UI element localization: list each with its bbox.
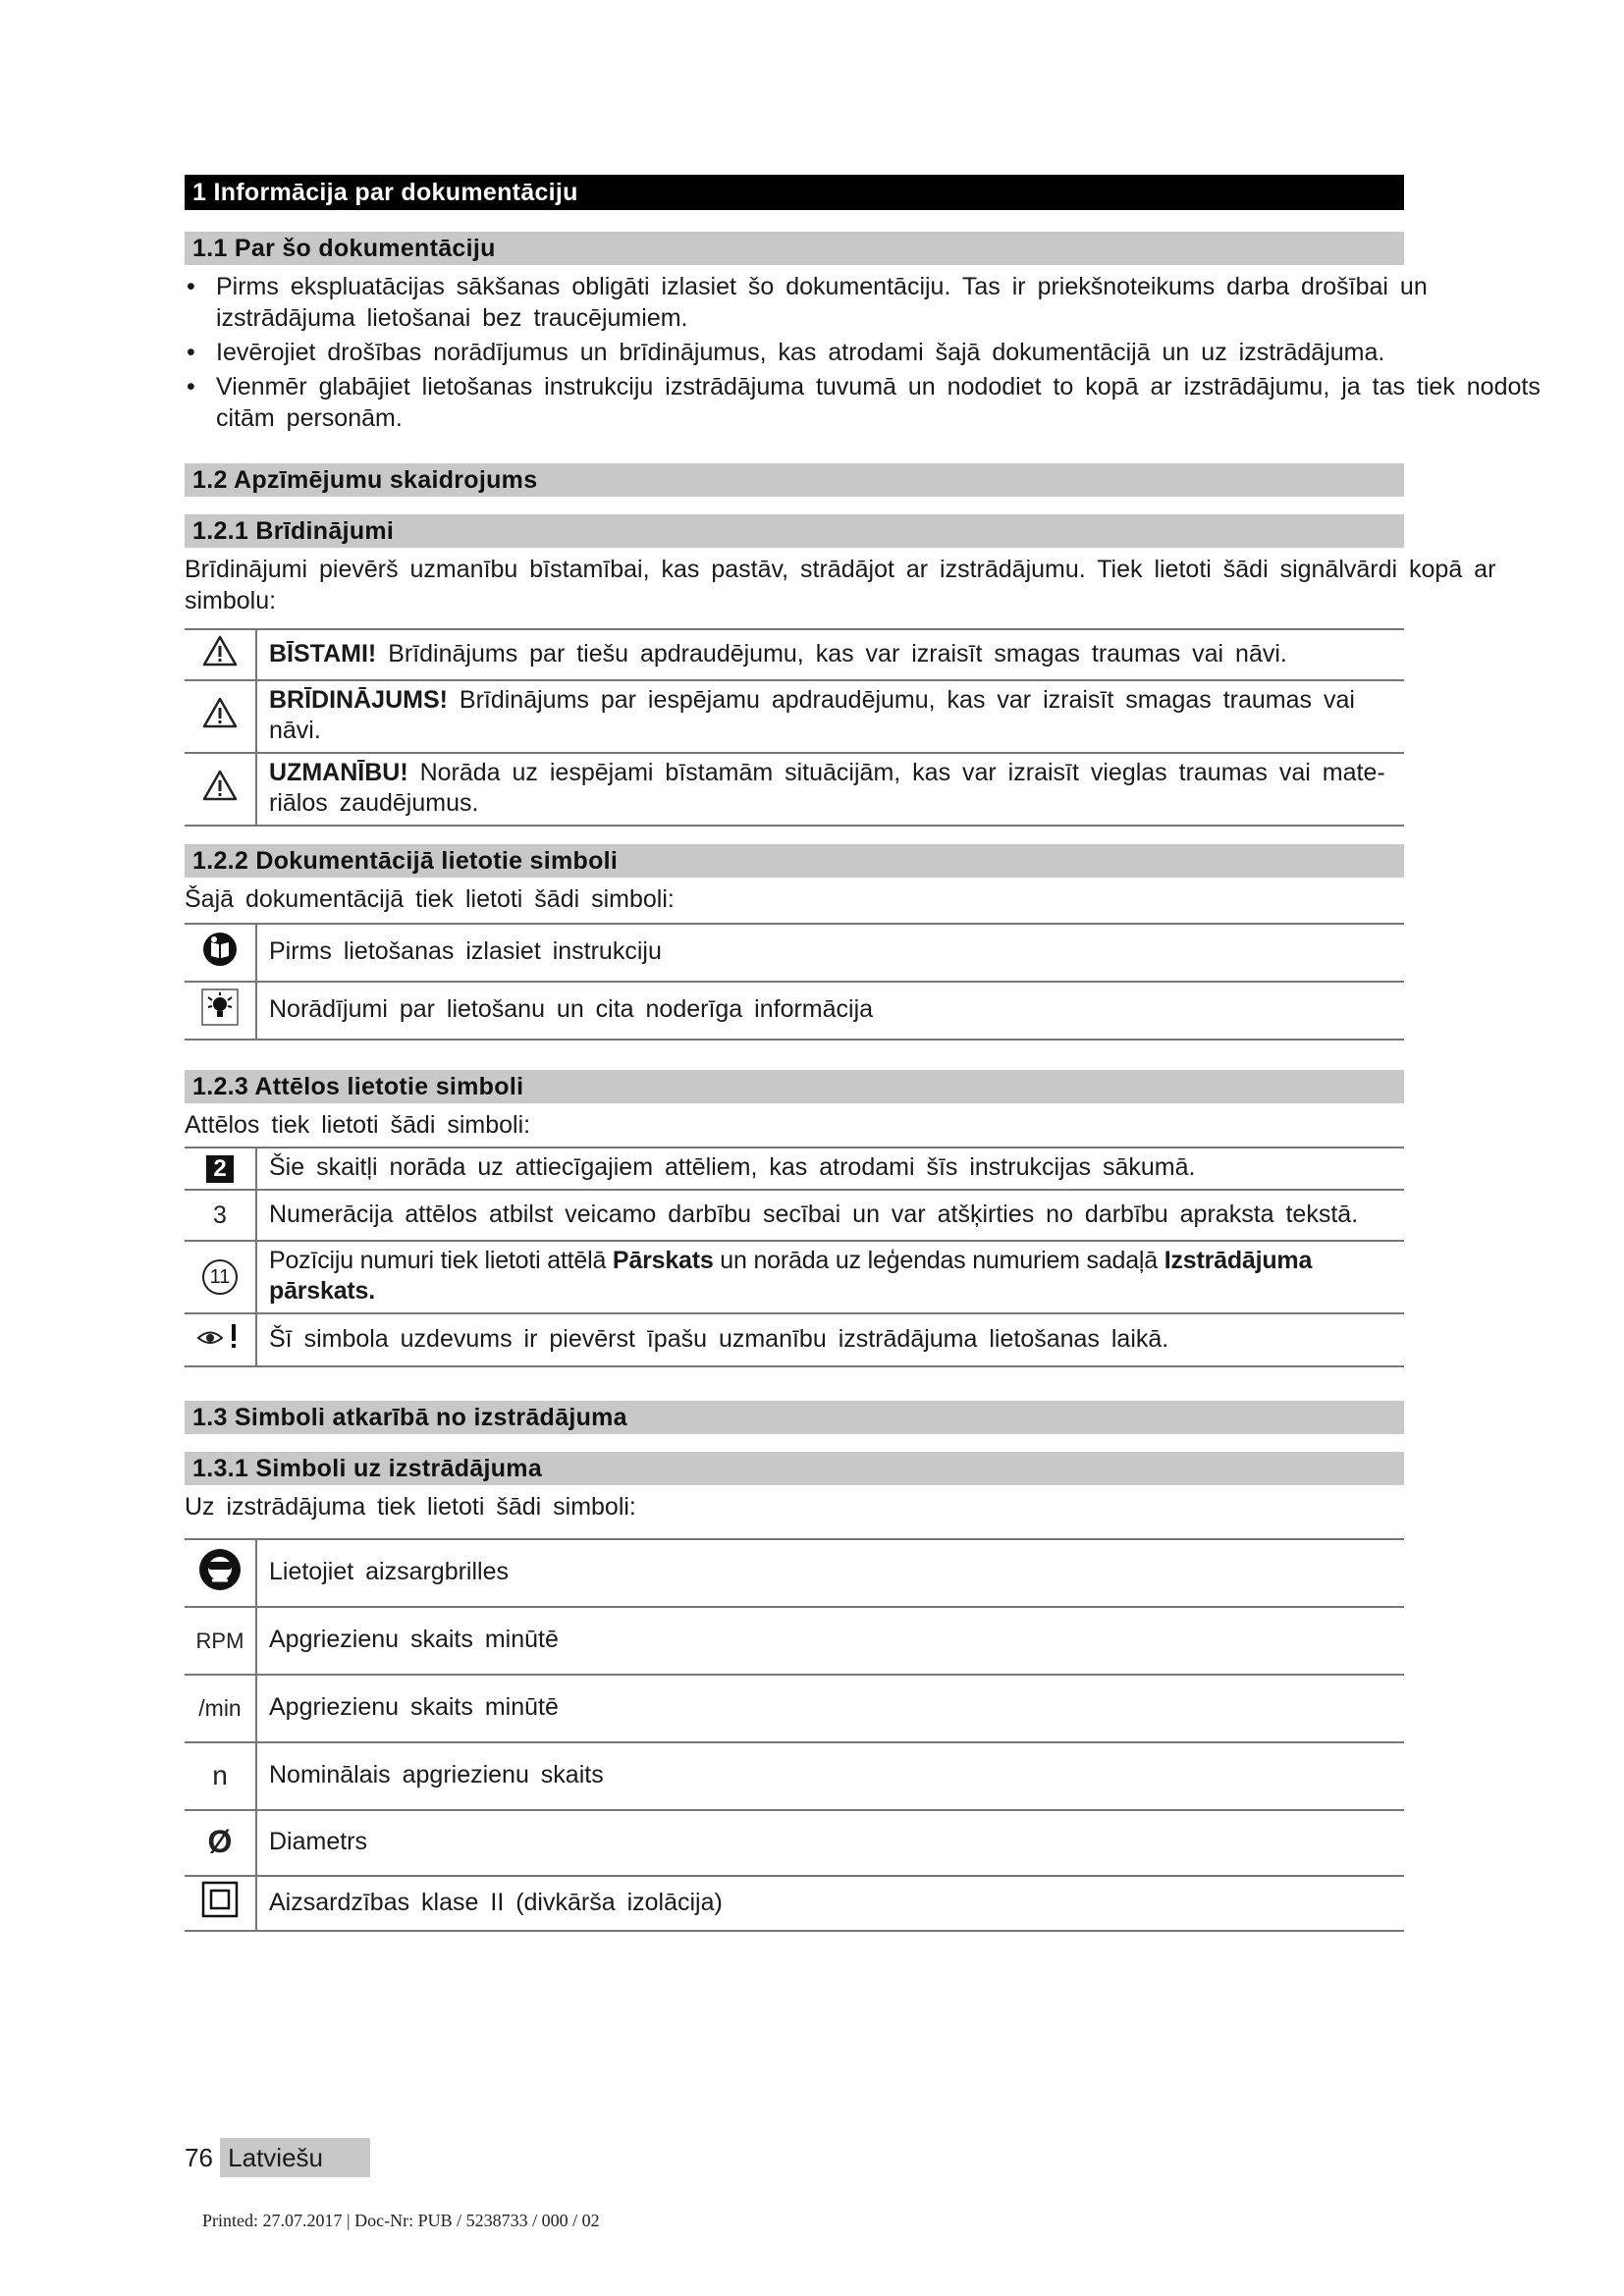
protection-class-ii-icon (201, 1881, 239, 1918)
product-symbol-text: Apgriezienu skaits minūtē (256, 1675, 1404, 1742)
bold-term-product-overview: Izstrādājuma pārskats. (269, 1247, 1313, 1305)
information-lightbulb-icon (200, 988, 240, 1027)
warnings-intro: Brīdinājumi pievērš uzmanību bīstamībai, kas pastāv, strādājot ar izstrādājumu. Tiek lietoti šādi signālvārdi kopā ar simbolu: (185, 556, 1496, 614)
nominal-speed-icon: n (212, 1760, 228, 1790)
product-symbols-table (185, 1538, 1404, 1932)
page-number: 76 (185, 2143, 213, 2172)
section-heading-1-2-1: 1.2.1 Brīdinājumi (185, 514, 1404, 548)
section-heading-1-1: 1.1 Par šo dokumentāciju (185, 232, 1404, 265)
product-symbol-text: Diametrs (256, 1810, 1404, 1876)
section-heading-1-2-2: 1.2.2 Dokumentācijā lietotie simboli (185, 844, 1404, 878)
table-row (185, 1810, 1404, 1876)
warning-text: Brīdinājums par tiešu apdraudējumu, kas var izraisīt smagas traumas vai nāvi. (376, 639, 1287, 667)
table-row (185, 680, 1404, 753)
figure-symbols-table (185, 1147, 1404, 1367)
doc-symbols-table (185, 923, 1404, 1041)
table-row (185, 1675, 1404, 1742)
figure-symbol-text: Numerācija attēlos atbilst veicamo darbību secībai un var atšķirties no darbību apraksta tekstā. (256, 1190, 1404, 1241)
table-row (185, 1539, 1404, 1607)
signal-word-warning: BRĪDINĀJUMS! (269, 686, 448, 714)
table-row (185, 1742, 1404, 1810)
table-row (185, 1313, 1404, 1366)
section-heading-1-3: 1.3 Simboli atkarībā no izstrādājuma (185, 1401, 1404, 1434)
doc-symbols-intro: Šajā dokumentācijā tiek lietoti šādi simboli: (185, 885, 675, 913)
table-row (185, 982, 1404, 1040)
section-heading-1-3-1: 1.3.1 Simboli uz izstrādājuma (185, 1452, 1404, 1485)
product-symbol-text: Nominālais apgriezienu skaits (256, 1742, 1404, 1810)
section-heading-1-2-3: 1.2.3 Attēlos lietotie simboli (185, 1070, 1404, 1103)
warning-triangle-icon (201, 696, 239, 729)
table-row (185, 924, 1404, 982)
figure-symbols-intro: Attēlos tiek lietoti šādi simboli: (185, 1111, 531, 1139)
table-row (185, 1876, 1404, 1931)
diameter-icon: Ø (207, 1823, 233, 1859)
bold-term-overview: Pārskats (612, 1247, 714, 1274)
warning-triangle-icon (201, 634, 239, 667)
table-row (185, 1241, 1404, 1313)
doc-symbol-text: Pirms lietošanas izlasiet instrukciju (256, 924, 1404, 982)
bullet-list (185, 271, 1549, 434)
product-symbol-text: Apgriezienu skaits minūtē (256, 1607, 1404, 1675)
table-row (185, 1190, 1404, 1241)
product-symbol-text: Lietojiet aizsargbrilles (256, 1539, 1404, 1607)
safety-glasses-icon (197, 1547, 243, 1592)
warning-triangle-icon (201, 769, 239, 802)
rpm-icon: RPM (195, 1629, 244, 1653)
list-item: • Pirms ekspluatācijas sākšanas obligāti izlasiet šo dokumentāciju. Tas ir priekšnoteikums darba drošībai un izstrādājuma lietošanai bez traucējumiem. (185, 271, 1549, 334)
item-number-icon: 11 (202, 1259, 238, 1295)
chapter-heading: 1 Informācija par dokumentāciju (185, 175, 1404, 210)
signal-word-caution: UZMANĪBU! (269, 759, 408, 786)
figure-symbol-text: Pozīciju numuri tiek lietoti attēlā (269, 1247, 613, 1274)
figure-symbol-text: un norāda uz leģendas numuriem sadaļā (713, 1247, 1164, 1274)
table-row (185, 1607, 1404, 1675)
print-info: Printed: 27.07.2017 | Doc-Nr: PUB / 5238733 / 000 / 02 (202, 2211, 600, 2230)
list-item: • Ievērojiet drošības norādījumus un brīdinājumus, kas atrodami šajā dokumentācijā un uz izstrādājuma. (185, 337, 1549, 368)
warnings-table (185, 628, 1404, 827)
signal-word-danger: BĪSTAMI! (269, 639, 377, 667)
per-minute-icon: /min (198, 1695, 242, 1721)
warning-text: Norāda uz iespējami bīstamām situācijām, kas var izraisīt vieglas traumas vai mate-riālos zaudējumus. (269, 759, 1385, 817)
figure-symbol-text: Šī simbola uzdevums ir pievērst īpašu uzmanību izstrādājuma lietošanas laikā. (256, 1313, 1404, 1366)
language-label: Latviešu (220, 2138, 370, 2177)
section-heading-1-2: 1.2 Apzīmējumu skaidrojums (185, 463, 1404, 497)
read-manual-icon (201, 931, 239, 968)
list-item: • Vienmēr glabājiet lietošanas instrukciju izstrādājuma tuvumā un nododiet to kopā ar izstrādājumu, ja tas tiek nodots citām personām. (185, 371, 1549, 434)
page-content (185, 175, 1541, 1932)
page-footer (185, 2138, 370, 2177)
figure-symbol-text: Šie skaitļi norāda uz attiecīgajiem attēliem, kas atrodami šīs instrukcijas sākumā. (256, 1148, 1404, 1190)
table-row (185, 629, 1404, 680)
product-symbol-text: Aizsardzības klase II (divkārša izolācija) (256, 1876, 1404, 1931)
table-row (185, 1148, 1404, 1190)
doc-symbol-text: Norādījumi par lietošanu un cita noderīga informācija (256, 982, 1404, 1040)
figure-number-icon: 2 (206, 1155, 234, 1183)
step-number-icon: 3 (213, 1201, 227, 1229)
product-symbols-intro: Uz izstrādājuma tiek lietoti šādi simboli: (185, 1493, 636, 1521)
table-row (185, 753, 1404, 826)
attention-eye-icon (196, 1321, 244, 1351)
warning-text: Brīdinājums par iespējamu apdraudējumu, kas var izraisīt smagas traumas vai nāvi. (269, 686, 1355, 744)
